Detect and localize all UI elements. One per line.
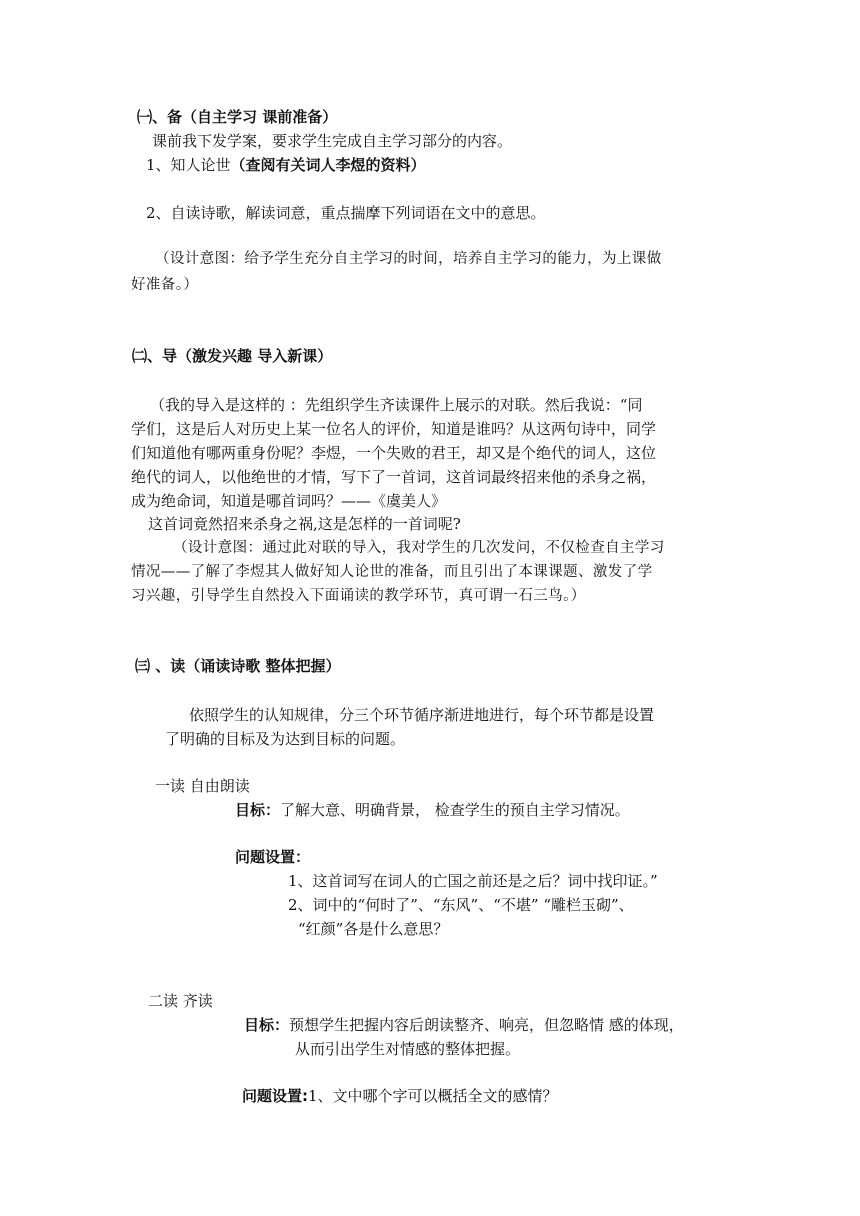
read2-title: 二读 齐读: [148, 992, 213, 1010]
read1-goal-text: 了解大意、明确背景， 检查学生的预自主学习情况。: [280, 801, 630, 819]
section1-design-line1: （设计意图：给予学生充分自主学习的时间，培养自主学习的能力，为上课做: [155, 251, 662, 267]
section1-intro: 课前我下发学案，要求学生完成自主学习部分的内容。: [152, 132, 513, 150]
section3-heading: ㈢ 、读（诵读诗歌 整体把握）: [135, 657, 341, 675]
read2-goal-line1: [244, 1015, 684, 1035]
read1-title: 一读 自由朗读: [155, 777, 250, 795]
section2-para-line3: 们知道他有哪两重身份呢？李煜，一个失败的君王，却又是个绝代的词人，这位: [131, 444, 657, 462]
section2-design-line2: 情况——了解了李煜其人做好知人论世的准备，而且引出了本课课题、激发了学: [131, 564, 653, 580]
read2-question-label: 问题设置:: [242, 1087, 308, 1105]
read2-goal-label: 目标：: [244, 1016, 290, 1034]
read2-question1: 1、文中哪个字可以概括全文的感情？: [308, 1087, 558, 1105]
read1-question1: 1、这首词写在词人的亡国之前还是之后？词中找印证。”: [288, 872, 658, 890]
section2-design-line3: 习兴趣，引导学生自然投入下面诵读的教学环节，真可谓一石三鸟。）: [131, 588, 586, 604]
read2-goal-text: 预想学生把握内容后朗读整齐、响亮，但忽略情 感的体现，: [289, 1016, 684, 1034]
read1-goal: [235, 800, 630, 820]
read1-question2-line2: “红颜”各是什么意思？: [298, 920, 449, 938]
section2-para-line2: 学们，这是后人对历史上某一位名人的评价，知道是谁吗？从这两句诗中，同学: [131, 420, 657, 438]
read1-question-label: 问题设置：: [235, 848, 311, 866]
section1-heading: ㈠、备（自主学习 课前准备）: [137, 108, 338, 126]
section2-para-line4: 绝代的词人，以他绝世的才情，写下了一首词，这首词最终招来他的杀身之祸，: [131, 468, 657, 486]
read2-question: [242, 1086, 558, 1106]
section3-para-line2: 了明确的目标及为达到目标的问题。: [165, 730, 406, 748]
section1-item1-prefix: 1、知人论世: [146, 156, 231, 174]
section3-para-line1: 依照学生的认知规律，分三个环节循序渐进地进行，每个环节都是设置: [189, 706, 655, 724]
section2-para-line5: 成为绝命词，知道是哪首词吗？——《虞美人》: [131, 492, 447, 510]
section2-question: 这首词竟然招来杀身之祸,这是怎样的一首词呢?: [148, 515, 461, 533]
section1-design-line2: 好准备。）: [131, 277, 199, 293]
read1-question2-line1: 2、词中的“何时了”、“东风”、“不堪” “雕栏玉砌”、: [288, 896, 634, 914]
section1-item1-bold: （查阅有关词人李煜的资料）: [230, 156, 426, 174]
section2-design-line1: （设计意图：通过此对联的导入，我对学生的几次发问，不仅检查自主学习: [173, 540, 665, 556]
section1-item2: 2、自读诗歌，解读词意，重点揣摩下列词语在文中的意思。: [146, 204, 546, 222]
read2-goal-line2: 从而引出学生对情感的整体把握。: [295, 1040, 521, 1058]
section1-item1: [146, 155, 426, 175]
section2-heading: ㈡、导（激发兴趣 导入新课）: [132, 347, 333, 365]
read1-goal-label: 目标：: [235, 801, 281, 819]
section2-para-line1: （我的导入是这样的 ：先组织学生齐读课件上展示的对联。然后我说：“同: [150, 396, 643, 414]
